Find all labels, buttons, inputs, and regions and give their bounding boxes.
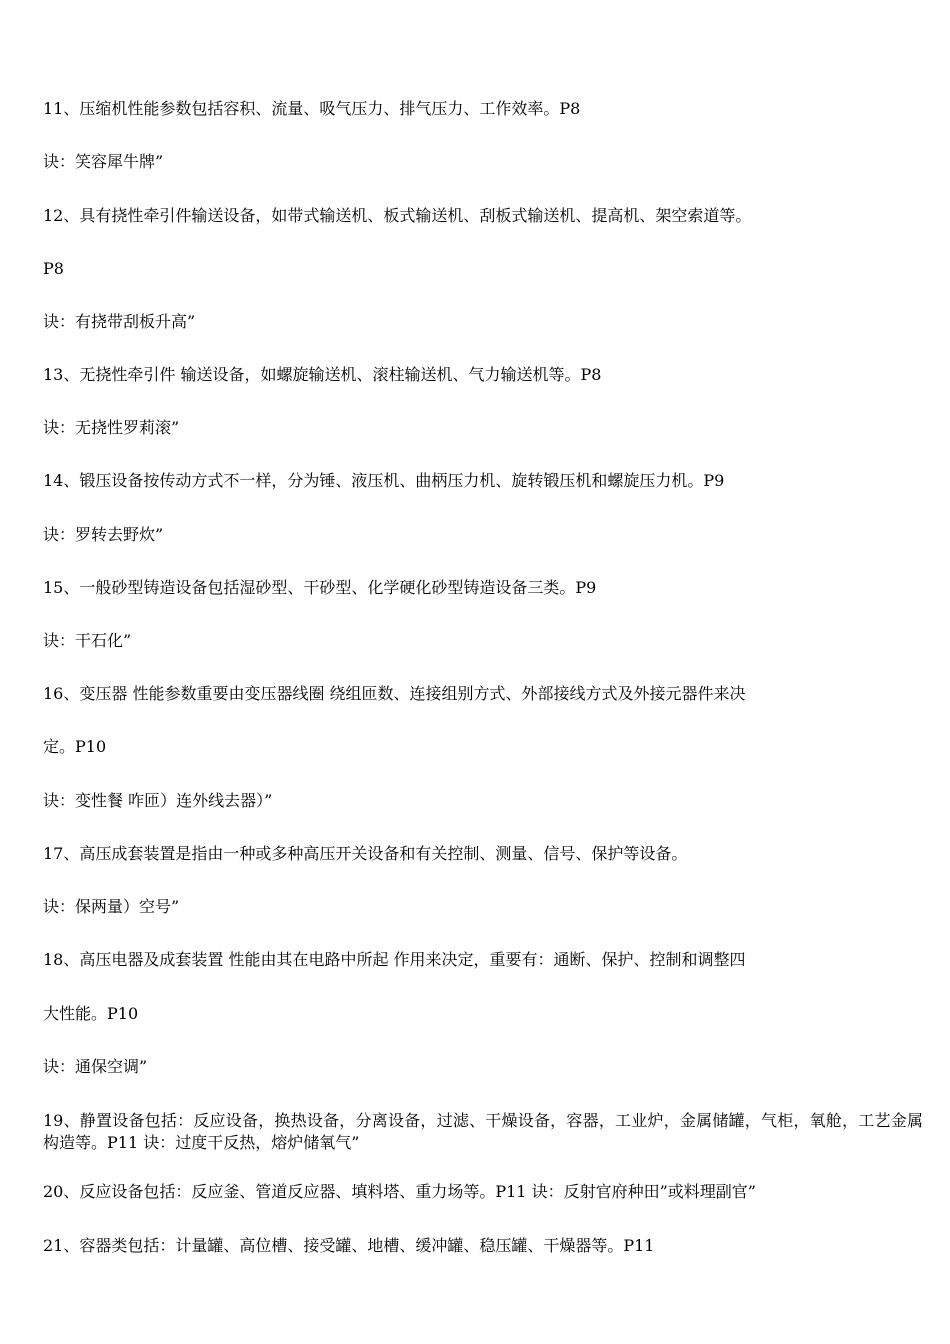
item-16: 16、变压器 性能参数重要由变压器线圈 绕组匝数、连接组别方式、外部接线方式及外接元器件来决 [43,684,746,703]
item-12-continued: P8 [43,259,64,278]
item-13: 13、无挠性牵引件 输送设备，如螺旋输送机、滚柱输送机、气力输送机等。P8 [43,365,602,384]
item-14: 14、锻压设备按传动方式不一样，分为锤、液压机、曲柄压力机、旋转锻压机和螺旋压力机。P9 [43,471,725,490]
item-15: 15、一般砂型铸造设备包括湿砂型、干砂型、化学硬化砂型铸造设备三类。P9 [43,578,597,597]
mnemonic-15: 诀：干石化” [43,631,132,650]
mnemonic-16: 诀：变性餐 咋匝）连外线去器）” [43,791,273,810]
mnemonic-14: 诀：罗转去野炊” [43,525,164,544]
item-17: 17、高压成套装置是指由一种或多种高压开关设备和有关控制、测量、信号、保护等设备。 [43,844,688,863]
item-18-continued: 大性能。P10 [43,1004,139,1023]
item-12: 12、具有挠性牵引件输送设备，如带式输送机、板式输送机、刮板式输送机、提高机、架空索道等。 [43,206,752,225]
mnemonic-13: 诀：无挠性罗莉滚” [43,418,180,437]
item-18: 18、高压电器及成套装置 性能由其在电路中所起 作用来决定，重要有：通断、保护、控制和调整四 [43,950,746,969]
item-16-continued: 定。P10 [43,737,107,756]
item-19: 19、静置设备包括：反应设备，换热设备，分离设备，过滤、干燥设备，容器，工业炉，金属储罐，气柜，氧舱，工艺金属构造等。P11 诀：过度干反热，熔炉储氧气” [43,1111,923,1152]
mnemonic-11: 诀：笑容犀牛牌” [43,152,164,171]
item-11: 11、压缩机性能参数包括容积、流量、吸气压力、排气压力、工作效率。P8 [43,99,581,118]
item-20: 20、反应设备包括：反应釜、管道反应器、填料塔、重力场等。P11 诀：反射官府种田”或料理副官” [43,1182,756,1201]
mnemonic-17: 诀：保两量）空号” [43,897,180,916]
mnemonic-12: 诀：有挠带刮板升高” [43,312,196,331]
mnemonic-18: 诀：通保空调” [43,1057,148,1076]
item-21: 21、容器类包括：计量罐、高位槽、接受罐、地槽、缓冲罐、稳压罐、干燥器等。P11 [43,1236,655,1255]
